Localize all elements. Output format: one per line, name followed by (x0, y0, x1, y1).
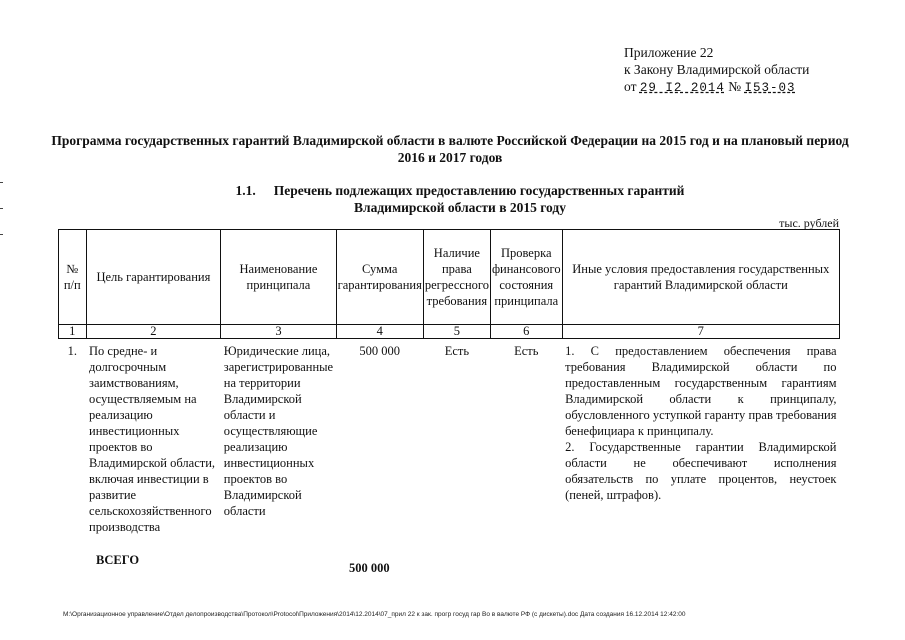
row-check: Есть (514, 344, 539, 358)
column-number: 5 (423, 325, 490, 339)
appendix-from-label: от (624, 79, 637, 94)
header-check: Проверка финансового состояния принципала (490, 230, 562, 325)
header-goal: Цель гарантирования (86, 230, 221, 325)
file-path-footer: M:\Организационное управление\Отдел делопроизводства\Протокол\Protocol\Приложения\2014\12.2014\07_прил 22 к зак. прогр госуд гар Во в валюте РФ (с дискеты).doc Дата создания 16.12.2014 12:42:00 (63, 611, 686, 618)
row-principal: Юридические лица, зарегистрированные на территории Владимирской области и осуществляющие реализацию инвестиционных проектов во Владимирской области (223, 344, 334, 518)
appendix-label: Приложение 22 (624, 45, 714, 60)
scan-edge-mark (0, 182, 3, 183)
appendix-law-reference: к Закону Владимирской области (624, 62, 810, 77)
appendix-number: I53-03 (744, 81, 796, 95)
column-number: 4 (336, 325, 423, 339)
scan-edge-mark (0, 234, 3, 235)
appendix-block (624, 44, 809, 97)
column-numbers-row (59, 325, 840, 339)
appendix-number-label: № (728, 79, 742, 94)
row-number: 1. (67, 344, 77, 358)
column-number: 1 (59, 325, 87, 339)
header-number: № п/п (59, 230, 87, 325)
row-regress: Есть (444, 344, 470, 358)
appendix-date-line (624, 78, 809, 97)
guarantees-table (58, 229, 840, 535)
section-number: 1.1. (235, 183, 256, 198)
table-header-row (59, 230, 840, 325)
table-row (59, 339, 840, 536)
total-amount: 500 000 (349, 561, 390, 575)
column-number: 2 (86, 325, 221, 339)
appendix-date: 29 I2 2014 (639, 81, 725, 95)
header-regress: Наличие права регрессного требования (423, 230, 490, 325)
section-heading (170, 182, 750, 216)
scan-edge-mark (0, 208, 3, 209)
header-conditions: Иные условия предоставления государственных гарантий Владимирской области (562, 230, 839, 325)
column-number: 3 (221, 325, 336, 339)
units-label: тыс. рублей (779, 216, 839, 230)
column-number: 6 (490, 325, 562, 339)
header-amount: Сумма гарантирования (336, 230, 423, 325)
total-label: ВСЕГО (96, 553, 140, 567)
condition-item: 1. С предоставлением обеспечения права требования Владимирской области по предоставленным государственным гарантиям Владимирской области к принципалу, обусловленного уступкой гаранту прав требования бенефициара к принципалу. (565, 344, 837, 438)
row-amount: 500 000 (359, 344, 401, 358)
column-number: 7 (562, 325, 839, 339)
document-title: Программа государственных гарантий Владимирской области в валюте Российской Федерации на 2015 год и на плановый период 2016 и 2017 годов (51, 133, 849, 165)
section-heading-line2: Владимирской области в 2015 году (354, 200, 566, 215)
condition-item: 2. Государственные гарантии Владимирской области не обеспечивают исполнения обязательств по уплате процентов, неустоек (пеней, штрафов). (565, 440, 837, 502)
row-goal: По средне- и долгосрочным заимствованиям, осуществляемым на реализацию инвестиционных проектов во Владимирской области, включая инвестиции в развитие сельскохозяйственного производства (89, 344, 216, 534)
row-conditions (562, 339, 839, 536)
header-principal: Наименование принципала (221, 230, 336, 325)
section-heading-line1: Перечень подлежащих предоставлению государственных гарантий (273, 183, 685, 198)
